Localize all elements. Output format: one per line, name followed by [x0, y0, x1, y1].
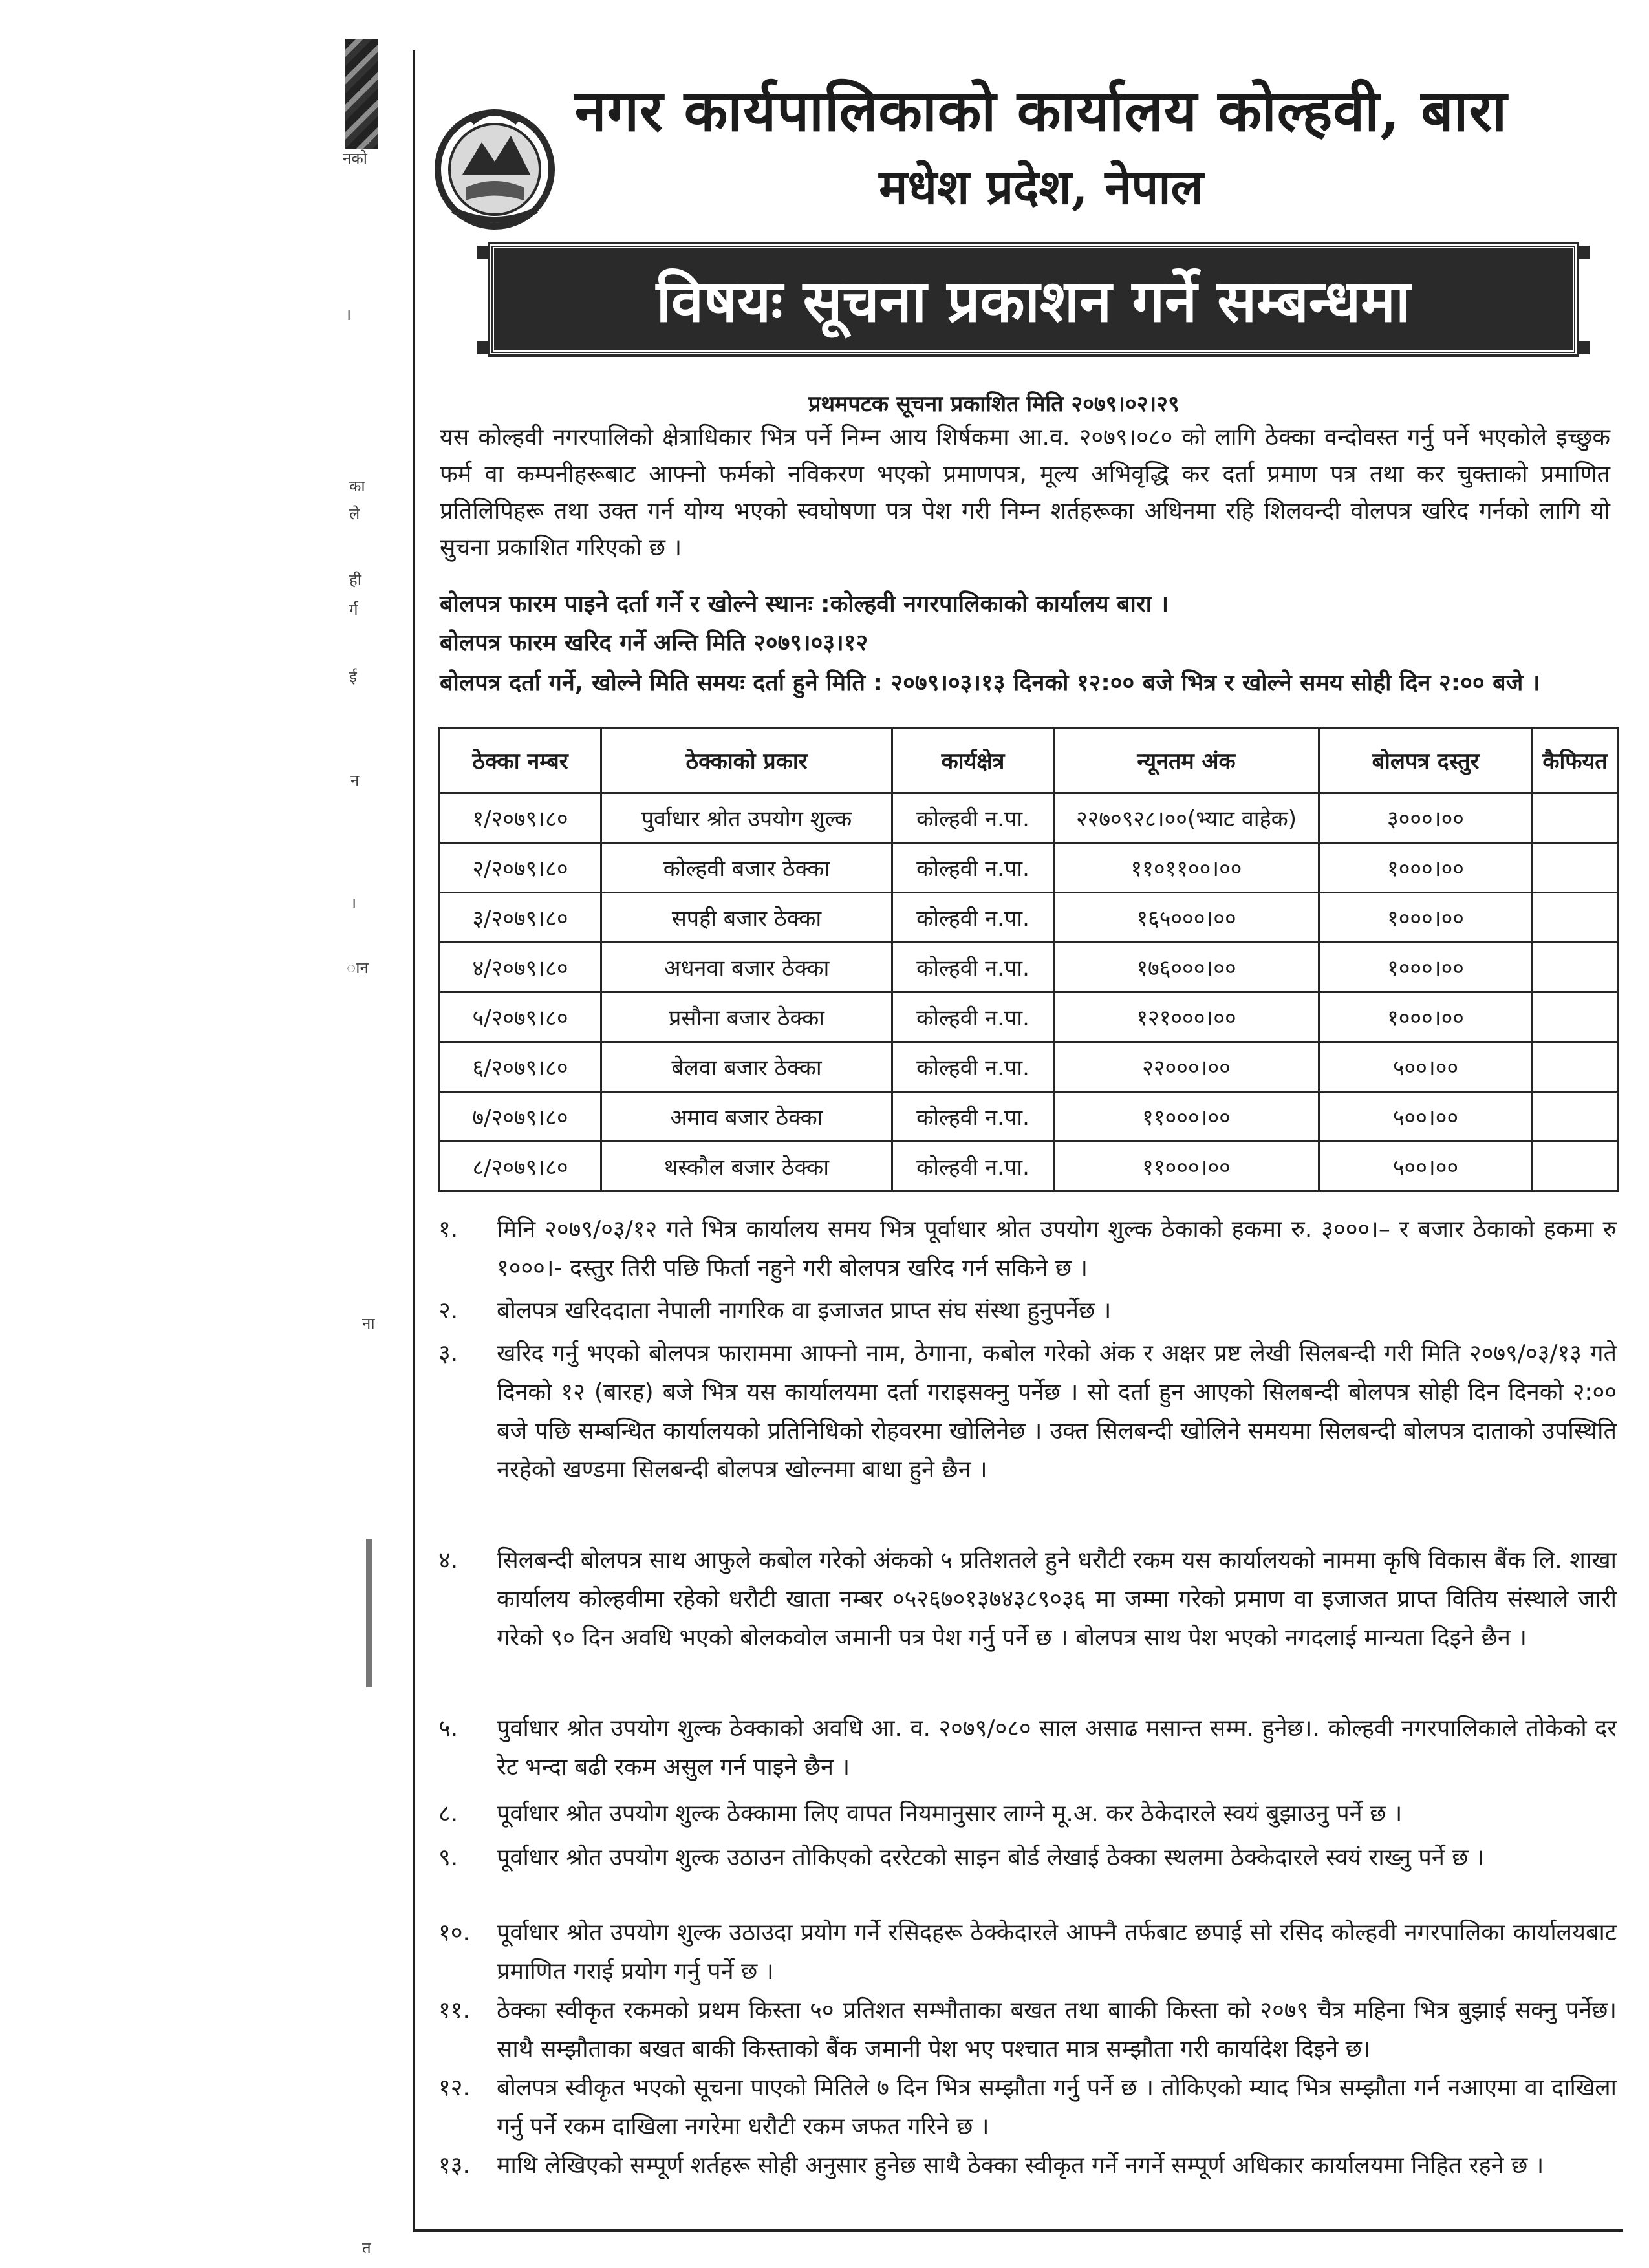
- condition-number: ८.: [438, 1801, 458, 1827]
- remarks-cell: [1533, 1042, 1618, 1092]
- margin-fragment: ।: [350, 894, 357, 912]
- bid-fee-cell: ३०००।००: [1319, 793, 1533, 843]
- minimum-amount-cell: ११०००।००: [1054, 1092, 1319, 1142]
- remarks-cell: [1533, 992, 1618, 1042]
- condition-number: ४.: [438, 1547, 458, 1574]
- adjacent-page-photo: [345, 39, 378, 149]
- condition-number: १३.: [438, 2152, 470, 2179]
- margin-fragment: ही: [349, 571, 361, 589]
- adjacent-page-strip: [323, 39, 383, 2257]
- contracts-table: [438, 727, 1619, 1192]
- margin-fragment: ले: [349, 505, 360, 523]
- remarks-cell: [1533, 943, 1618, 992]
- contract-number-cell: १/२०७९।८०: [440, 793, 601, 843]
- table-row: [440, 1142, 1618, 1192]
- work-area-cell: कोल्हवी न.पा.: [892, 893, 1054, 943]
- contract-number-cell: ५/२०७९।८०: [440, 992, 601, 1042]
- banner-ornament: [477, 341, 490, 354]
- contract-type-cell: कोल्हवी बजार ठेक्का: [601, 843, 892, 893]
- margin-fragment: ई: [349, 668, 357, 686]
- condition-item: [438, 1541, 1617, 1658]
- header-contract-type: ठेक्काको प्रकार: [601, 728, 892, 793]
- condition-number: ३.: [438, 1340, 458, 1367]
- table-row: [440, 893, 1618, 943]
- condition-number: ९.: [438, 1845, 458, 1871]
- condition-number: १.: [438, 1216, 458, 1243]
- condition-text: बोलपत्र स्वीकृत भएको सूचना पाएको मितिले ७ दिन भित्र सम्झौता गर्नु पर्ने छ । तोकिएको म्याद भित्र सम्झौता गर्न नआएमा वा दाखिला गर्नु पर्ने रकम दाखिला नगरेमा धरौटी रकम जफत गरिने छ ।: [497, 2075, 1617, 2140]
- margin-fragment: र्ग: [349, 601, 358, 619]
- bid-timing: बोलपत्र दर्ता गर्ने, खोल्ने मिति समयः दर्ता हुने मिति : २०७९।०३।१३ दिनको १२:०० बजे भित्र र खोल्ने समय सोही दिन २:०० बजे ।: [440, 670, 1540, 696]
- remarks-cell: [1533, 1092, 1618, 1142]
- condition-text: सिलबन्दी बोलपत्र साथ आफुले कबोल गरेको अंकको ५ प्रतिशतले हुने धरौटी रकम यस कार्यालयको नाममा कृषि विकास बैंक लि. शाखा कार्यालय कोल्हवीमा रहेको धरौटी खाता नम्बर ०५२६७०१३७४३८९०३६ मा जम्मा गरेको प्रमाण वा इजाजत प्राप्त वितिय संस्थाले जारी गरेको ९० दिन अवधि भएको बोलकवोल जमानी पत्र पेश गर्नु पर्ने छ । बोलपत्र साथ पेश भएको नगदलाई मान्यता दिइने छैन ।: [497, 1547, 1617, 1651]
- header-minimum-amount: न्यूनतम अंक: [1054, 728, 1319, 793]
- condition-item: [438, 1334, 1617, 1490]
- condition-text: पूर्वाधार श्रोत उपयोग शुल्क उठाउन तोकिएको दररेटको साइन बोर्ड लेखाई ठेक्का स्थलमा ठेक्केदारले स्वयं राख्नु पर्ने छ ।: [497, 1845, 1485, 1871]
- header-work-area: कार्यक्षेत्र: [892, 728, 1054, 793]
- header-bid-fee: बोलपत्र दस्तुर: [1319, 728, 1533, 793]
- province-subtitle: मधेश प्रदेश, नेपाल: [879, 160, 1203, 215]
- margin-fragment: नको: [343, 149, 367, 167]
- banner-ornament: [477, 246, 490, 259]
- contract-type-cell: बेलवा बजार ठेक्का: [601, 1042, 892, 1092]
- table-row: [440, 1092, 1618, 1142]
- bid-fee-cell: ५००।००: [1319, 1142, 1533, 1192]
- condition-text: मिनि २०७९/०३/१२ गते भित्र कार्यालय समय भित्र पूर्वाधार श्रोत उपयोग शुल्क ठेकाको हकमा रु. ३०००।– र बजार ठेकाको हकमा रु १०००।- दस्तुर तिरी पछि फिर्ता नहुने गरी बोलपत्र खरिद गर्न सकिने छ ।: [497, 1216, 1617, 1281]
- work-area-cell: कोल्हवी न.पा.: [892, 1092, 1054, 1142]
- condition-number: ११.: [438, 1997, 470, 2024]
- condition-number: ५.: [438, 1715, 458, 1742]
- margin-fragment: ान: [347, 959, 369, 977]
- contract-number-cell: ३/२०७९।८०: [440, 893, 601, 943]
- table-row: [440, 1042, 1618, 1092]
- bid-fee-cell: १०००।००: [1319, 843, 1533, 893]
- bid-fee-cell: १०००।००: [1319, 893, 1533, 943]
- minimum-amount-cell: ११०००।००: [1054, 1142, 1319, 1192]
- contract-type-cell: थस्कौल बजार ठेक्का: [601, 1142, 892, 1192]
- contract-number-cell: ४/२०७९।८०: [440, 943, 601, 992]
- margin-fragment: ।: [345, 306, 352, 324]
- margin-fragment: ना: [362, 1314, 375, 1332]
- condition-item: [438, 1210, 1617, 1288]
- table-row: [440, 992, 1618, 1042]
- bid-place: बोलपत्र फारम पाइने दर्ता गर्ने र खोल्ने स्थानः :कोल्हवी नगरपालिकाको कार्यालय बारा ।: [440, 591, 1169, 617]
- condition-text: खरिद गर्नु भएको बोलपत्र फाराममा आफ्नो नाम, ठेगाना, कबोल गरेको अंक र अक्षर प्रष्ट लेखी सिलबन्दी गरी मिति २०७९/०३/१३ गते दिनको १२ (बारह) बजे भित्र यस कार्यालयमा दर्ता गराइसक्नु पर्नेछ । सो दर्ता हुन आएको सिलबन्दी बोलपत्र सोही दिन दिनको २:०० बजे पछि सम्बन्धित कार्यालयको प्रतिनिधिको रोहवरमा खोलिनेछ । उक्त सिलबन्दी खोलिने समयमा सिलबन्दी बोलपत्र दाताको उपस्थिति नरहेको खण्डमा सिलबन्दी बोलपत्र खोल्नमा बाधा हुने छैन ।: [497, 1340, 1617, 1483]
- minimum-amount-cell: १२१०००।००: [1054, 992, 1319, 1042]
- condition-item: [438, 2146, 1617, 2185]
- condition-text: पुर्वाधार श्रोत उपयोग शुल्क ठेक्काको अवधि आ. व. २०७९/०८० साल असाढ मसान्त सम्म. हुनेछ।. कोल्हवी नगरपालिकाले तोकेको दर रेट भन्दा बढी रकम असुल गर्न पाइने छैन ।: [497, 1715, 1617, 1781]
- contract-type-cell: प्रसौना बजार ठेक्का: [601, 992, 892, 1042]
- bid-fee-cell: ५००।००: [1319, 1042, 1533, 1092]
- condition-item: [438, 2069, 1617, 2146]
- contract-number-cell: ७/२०७९।८०: [440, 1092, 601, 1142]
- condition-text: ठेक्का स्वीकृत रकमको प्रथम किस्ता ५० प्रतिशत सम्भौताका बखत तथा बााकी किस्ता को २०७९ चैत्र महिना भित्र बुझाई सक्नु पर्नेछ। साथै सम्झौताका बखत बाकी किस्ताको बैंक जमानी पेश भए पश्चात मात्र सम्झौता गरी कार्यादेश दिइने छ।: [497, 1997, 1617, 2062]
- table-row: [440, 843, 1618, 893]
- condition-item: [438, 1292, 1617, 1331]
- contract-number-cell: २/२०७९।८०: [440, 843, 601, 893]
- condition-item: [438, 1709, 1617, 1787]
- office-title: नगर कार्यपालिकाको कार्यालय कोल्हवी, बारा: [574, 77, 1508, 144]
- first-published-date: प्रथमपटक सूचना प्रकाशित मिति २०७९।०२।२९: [808, 391, 1180, 417]
- table-header-row: [440, 728, 1618, 793]
- contract-type-cell: पुर्वाधार श्रोत उपयोग शुल्क: [601, 793, 892, 843]
- bid-last-date: बोलपत्र फारम खरिद गर्ने अन्ति मिति २०७९।०३।१२: [440, 630, 868, 656]
- work-area-cell: कोल्हवी न.पा.: [892, 843, 1054, 893]
- notice-intro: यस कोल्हवी नगरपालिको क्षेत्राधिकार भित्र पर्ने निम्न आय शिर्षकमा आ.व. २०७९।०८० को लागि ठेक्का वन्दोवस्त गर्नु पर्ने भएकोले इच्छुक फर्म वा कम्पनीहरूबाट आफ्नो फर्मको नविकरण भएको प्रमाणपत्र, मूल्य अभिवृद्धि कर दर्ता प्रमाण पत्र तथा कर चुक्ताको प्रमाणित प्रतिलिपिहरू तथा उक्त गर्न योग्य भएको स्वघोषणा पत्र पेश गरी निम्न शर्तहरूका अधिनमा रहि शिलवन्दी वोलपत्र खरिद गर्नको लागि यो सुचना प्रकाशित गरिएको छ ।: [440, 424, 1610, 561]
- margin-fragment: त: [362, 2239, 371, 2257]
- remarks-cell: [1533, 1142, 1618, 1192]
- condition-item: [438, 1839, 1617, 1878]
- work-area-cell: कोल्हवी न.पा.: [892, 1142, 1054, 1192]
- condition-number: १२.: [438, 2075, 470, 2101]
- subject-heading: विषयः सूचना प्रकाशन गर्ने सम्बन्धमा: [656, 268, 1411, 336]
- minimum-amount-cell: १६५०००।००: [1054, 893, 1319, 943]
- header-contract-number: ठेक्का नम्बर: [440, 728, 601, 793]
- remarks-cell: [1533, 793, 1618, 843]
- minimum-amount-cell: १७६०००।००: [1054, 943, 1319, 992]
- bid-fee-cell: ५००।००: [1319, 1092, 1533, 1142]
- subject-banner: [490, 244, 1577, 354]
- remarks-cell: [1533, 893, 1618, 943]
- minimum-amount-cell: २२०००।००: [1054, 1042, 1319, 1092]
- banner-ornament: [1577, 246, 1590, 259]
- contract-type-cell: सपही बजार ठेक्का: [601, 893, 892, 943]
- table-row: [440, 793, 1618, 843]
- work-area-cell: कोल्हवी न.पा.: [892, 1042, 1054, 1092]
- work-area-cell: कोल्हवी न.पा.: [892, 992, 1054, 1042]
- condition-text: माथि लेखिएको सम्पूर्ण शर्तहरू सोही अनुसार हुनेछ साथै ठेक्का स्वीकृत गर्ने नगर्ने सम्पूर्ण अधिकार कार्यालयमा निहित रहने छ ।: [497, 2152, 1544, 2179]
- contract-number-cell: ८/२०७९।८०: [440, 1142, 601, 1192]
- contract-type-cell: अमाव बजार ठेक्का: [601, 1092, 892, 1142]
- banner-ornament: [1577, 341, 1590, 354]
- bid-fee-cell: १०००।००: [1319, 943, 1533, 992]
- contract-type-cell: अधनवा बजार ठेक्का: [601, 943, 892, 992]
- condition-item: [438, 1795, 1617, 1834]
- contract-number-cell: ६/२०७९।८०: [440, 1042, 601, 1092]
- condition-item: [438, 1991, 1617, 2069]
- header-remarks: कैफियत: [1533, 728, 1618, 793]
- condition-number: १०.: [438, 1920, 470, 1946]
- nepal-emblem-icon: [427, 97, 563, 233]
- condition-text: पूर्वाधार श्रोत उपयोग शुल्क ठेक्कामा लिए वापत नियमानुसार लाग्ने मू.अ. कर ठेकेदारले स्वयं बुझाउनु पर्ने छ ।: [497, 1801, 1403, 1827]
- minimum-amount-cell: ११०११००।००: [1054, 843, 1319, 893]
- condition-text: पूर्वाधार श्रोत उपयोग शुल्क उठाउदा प्रयोग गर्ने रसिदहरू ठेक्केदारले आफ्नै तर्फबाट छपाई सो रसिद कोल्हवी नगरपालिका कार्यालयबाट प्रमाणित गराई प्रयोग गर्नु पर्ने छ ।: [497, 1920, 1617, 1985]
- work-area-cell: कोल्हवी न.पा.: [892, 793, 1054, 843]
- condition-number: २.: [438, 1298, 458, 1324]
- condition-text: बोलपत्र खरिददाता नेपाली नागरिक वा इजाजत प्राप्त संघ संस्था हुनुपर्नेछ ।: [497, 1298, 1112, 1324]
- minimum-amount-cell: २२७०९२८।००(भ्याट वाहेक): [1054, 793, 1319, 843]
- margin-fragment: का: [349, 477, 365, 495]
- margin-fragment: न: [350, 771, 360, 789]
- adjacent-page-rule: [366, 1539, 372, 1687]
- bid-fee-cell: १०००।००: [1319, 992, 1533, 1042]
- condition-item: [438, 1914, 1617, 1991]
- remarks-cell: [1533, 843, 1618, 893]
- table-row: [440, 943, 1618, 992]
- work-area-cell: कोल्हवी न.पा.: [892, 943, 1054, 992]
